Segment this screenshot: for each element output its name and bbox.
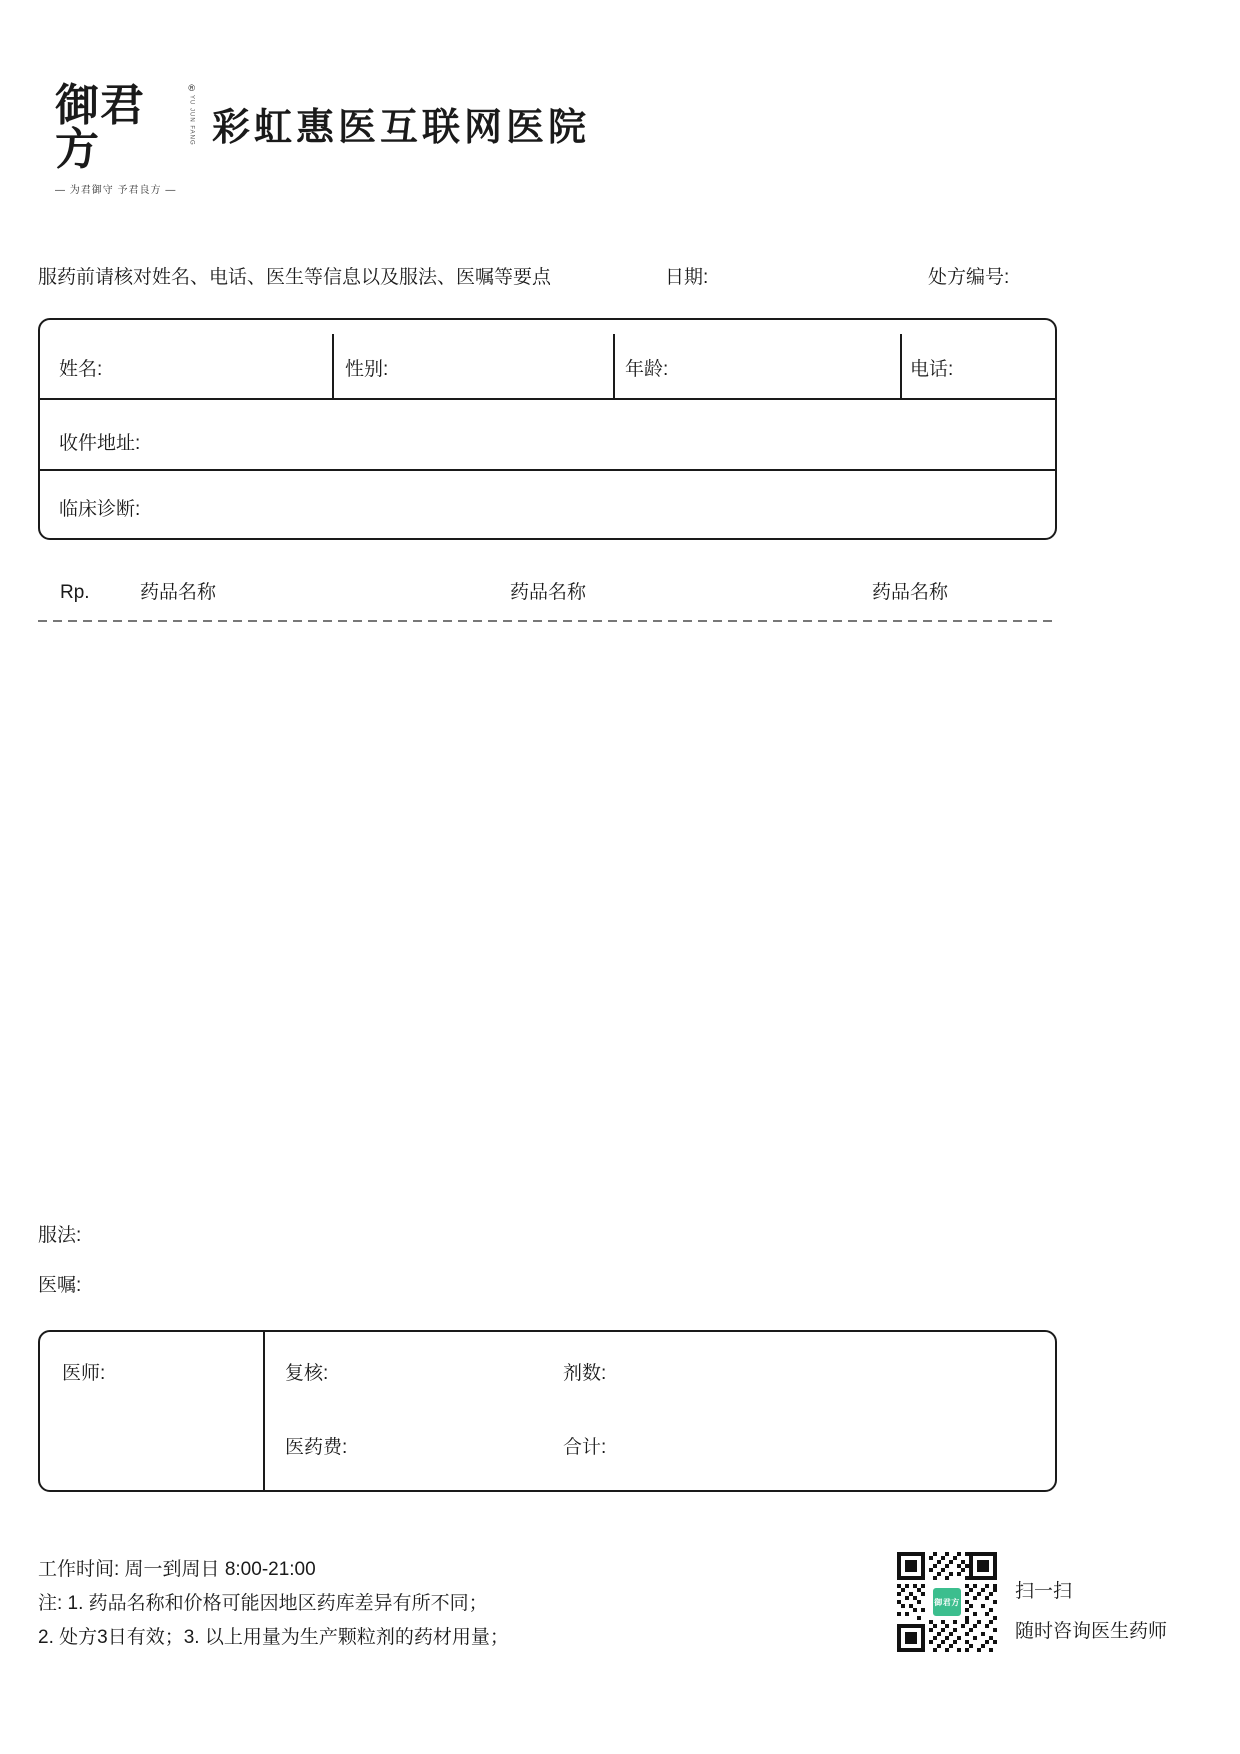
consult-qr-code (897, 1552, 997, 1652)
working-hours-text: 工作时间: 周一到周日 8:00-21:00 (38, 1559, 316, 1580)
qr-finder-icon (969, 1552, 997, 1580)
scan-subtext: 随时咨询医生药师 (1015, 1621, 1168, 1642)
address-field-label: 收件地址: (59, 433, 141, 454)
review-field-label: 复核: (285, 1363, 329, 1384)
field-divider (332, 334, 334, 398)
check-reminder-text: 服药前请核对姓名、电话、医生等信息以及服法、医嘱等要点 (38, 267, 552, 288)
qr-center-brand-badge: 御君方 (931, 1586, 963, 1618)
age-field-label: 年龄: (625, 359, 669, 380)
field-divider (900, 334, 902, 398)
note-line-1: 注: 1. 药品名称和价格可能因地区药库差异有所不同； (38, 1593, 488, 1614)
rp-label: Rp. (60, 582, 90, 603)
note-line-2: 2. 处方3日有效；3. 以上用量为生产颗粒剂的药材用量； (38, 1627, 509, 1648)
scan-label: 扫一扫 (1015, 1581, 1073, 1602)
patient-info-box (38, 318, 1057, 540)
date-label: 日期: (665, 267, 709, 288)
drug-name-column-header: 药品名称 (140, 582, 217, 603)
summary-box (38, 1330, 1057, 1492)
summary-divider (263, 1332, 265, 1490)
gender-field-label: 性别: (345, 359, 389, 380)
row-divider (40, 398, 1055, 400)
phone-field-label: 电话: (910, 359, 954, 380)
name-field-label: 姓名: (59, 359, 103, 380)
brand-logo-text: 御君方 (55, 80, 145, 175)
advice-field-label: 医嘱: (38, 1275, 82, 1296)
qr-finder-icon (897, 1552, 925, 1580)
total-field-label: 合计: (563, 1437, 607, 1458)
doses-field-label: 剂数: (563, 1363, 607, 1384)
diagnosis-field-label: 临床诊断: (59, 499, 141, 520)
usage-field-label: 服法: (38, 1225, 82, 1246)
row-divider (40, 469, 1055, 471)
physician-field-label: 医师: (62, 1363, 106, 1384)
brand-tagline: — 为君御守 予君良方 — (55, 185, 177, 196)
field-divider (613, 334, 615, 398)
drug-name-column-header: 药品名称 (510, 582, 587, 603)
dashed-separator (38, 620, 1057, 622)
hospital-title: 彩虹惠医互联网医院 (212, 107, 591, 149)
qr-finder-icon (897, 1624, 925, 1652)
drug-name-column-header: 药品名称 (872, 582, 949, 603)
registered-trademark-icon: ® (188, 83, 195, 93)
brand-logo-romanization: YU JUN FANG (188, 95, 195, 146)
brand-logo (55, 80, 195, 196)
prescription-number-label: 处方编号: (928, 267, 1010, 288)
medical-fee-field-label: 医药费: (285, 1437, 348, 1458)
